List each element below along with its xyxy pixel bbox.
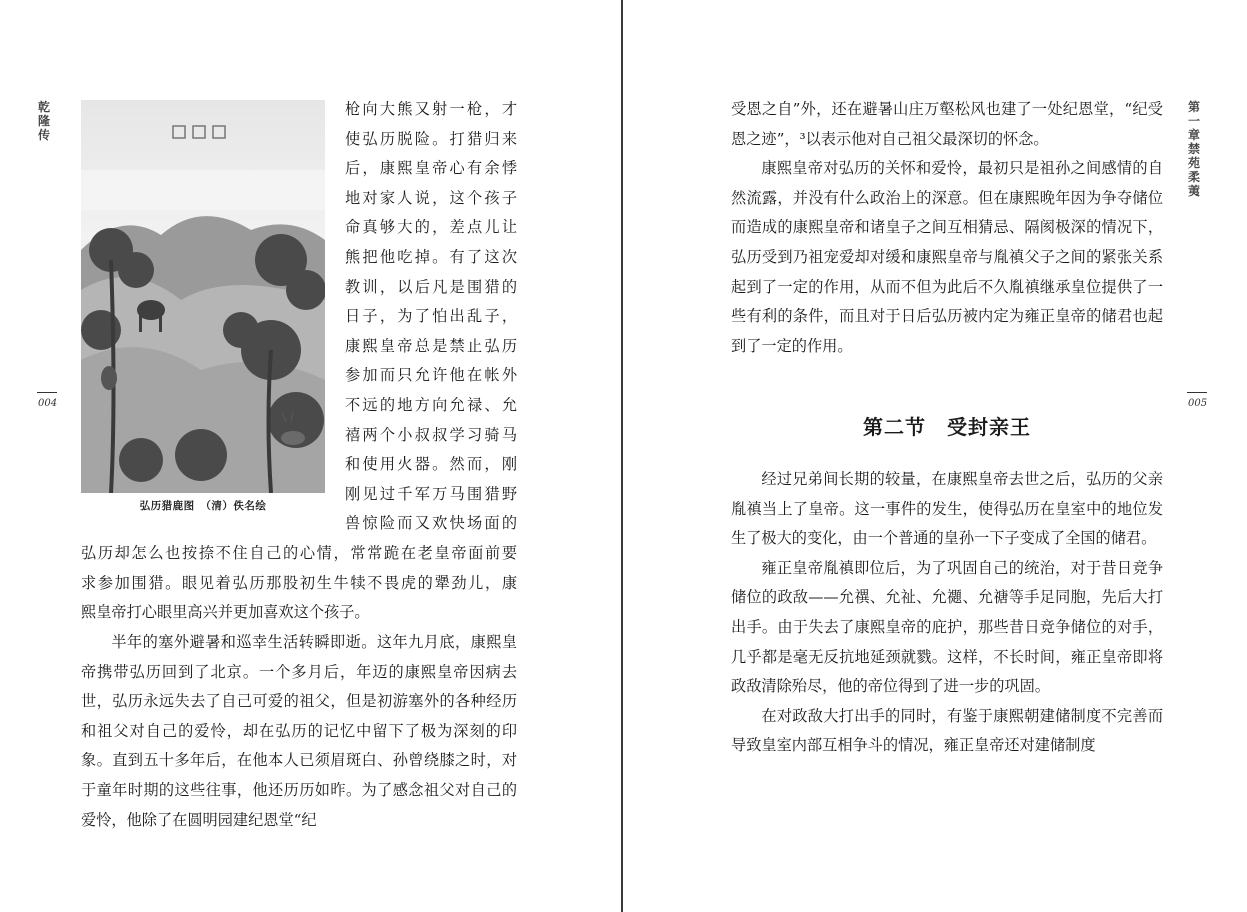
text-line: 教训，以后凡是围猎的	[345, 277, 517, 296]
side-text-column	[345, 95, 517, 539]
paragraph-text: 在对政敌大打出手的同时，有鉴于康熙朝建储制度不完善而导致皇室内部互相争斗的情况，雍正皇帝还对建储制度	[731, 706, 1163, 755]
hunting-scene-painting-image	[81, 100, 325, 493]
paragraph	[731, 95, 1163, 361]
folio-rule	[37, 392, 57, 393]
text-line: 弘历却怎么也按捺不住自己的心情，常常跪在老皇帝面前要	[81, 544, 517, 562]
paragraph-text: 康熙皇帝对弘历的关怀和爱怜，最初只是祖孙之间感情的自然流露，并没有什么政治上的深意。但在康熙晚年因为争夺储位而造成的康熙皇帝和诸皇子之间互相猜忌、隔阂极深的情况下，弘历受到乃祖宠爱却对缓和康熙皇帝与胤禛父子之间的紧张关系起到了一定的作用，从而不但为此后不久胤禛继承皇位提供了一些有利的条件，而且对于日后弘历被内定为雍正皇帝的储君也起到了一定的作用。	[731, 159, 1163, 355]
text-line: 使弘历脱险。打猎归来	[345, 129, 517, 148]
text-line: 不远的地方向允禄、允	[345, 395, 517, 414]
paragraph-text: 半年的塞外避暑和巡幸生活转瞬即逝。这年九月底，康熙皇帝携带弘历回到了北京。一个多月后，年迈的康熙皇帝因病去世，弘历永远失去了自己可爱的祖父，但是初游塞外的各种经历和祖父对自己的爱怜，却在弘历的记忆中留下了极为深刻的印象。直到五十多年后，在他本人已须眉斑白、孙曾绕膝之时，对于童年时期的这些往事，他还历历如昨。为了感念祖父对自己的爱怜，他除了在圆明园建纪恩堂“纪	[81, 633, 517, 829]
text-line: 兽惊险而又欢快场面的	[345, 514, 517, 533]
folio-rule	[1187, 392, 1207, 393]
paragraph-text: 经过兄弟间长期的较量，在康熙皇帝去世之后，弘历的父亲胤禛当上了皇帝。这一事件的发生，使得弘历在皇室中的地位发生了极大的变化，由一个普通的皇孙一下子变成了全国的储君。	[731, 470, 1163, 548]
page-number: 005	[1188, 398, 1208, 409]
text-line: 求参加围猎。眼见着弘历那股初生牛犊不畏虎的犟劲儿，康	[81, 573, 517, 592]
text-line: 禧两个小叔叔学习骑马	[345, 425, 517, 444]
text-line: 命真够大的，差点儿让	[345, 218, 517, 237]
text-line: 康熙皇帝总是禁止弘历	[345, 336, 517, 355]
text-line: 日子，为了怕出乱子，	[345, 307, 517, 326]
text-line: 刚见过千军万马围猎野	[345, 484, 517, 503]
text-line: 和使用火器。然而，刚	[345, 455, 517, 474]
paragraph-text: 雍正皇帝胤禛即位后，为了巩固自己的统治，对于昔日竞争储位的政敌——允禩、允祉、允禵、允禟等手足同胞，先后大打出手。由于失去了康熙皇帝的庇护，那些昔日竞争储位的对手，几乎都是毫无反抗地延颈就戮。这样，不长时间，雍正皇帝即将政敌清除殆尽，他的帝位得到了进一步的巩固。	[731, 558, 1163, 696]
text-line: 地对家人说，这个孩子	[345, 188, 517, 207]
book-spine	[621, 0, 623, 912]
paragraph	[81, 628, 517, 835]
text-line: 熊把他吃掉。有了这次	[345, 247, 517, 266]
text-line: 熙皇帝打心眼里高兴并更加喜欢这个孩子。	[81, 603, 370, 622]
text-line: 参加而只允许他在帐外	[345, 366, 517, 385]
figure-caption: 弘历猎鹿图 （清）佚名绘	[139, 500, 267, 512]
section-heading: 第二节 受封亲王	[863, 415, 1031, 439]
running-head-book-title: 乾隆传	[37, 100, 50, 142]
text-line: 枪向大熊又射一枪，才	[345, 100, 517, 118]
left-page	[0, 0, 622, 912]
page-number: 004	[38, 398, 58, 409]
paragraph-text: 受恩之自”外，还在避暑山庄万壑松风也建了一处纪恩堂，“纪受恩之迹”，³以表示他对自己祖父最深切的怀念。	[731, 100, 1163, 148]
running-head-chapter: 第一章 禁苑柔荑	[1187, 100, 1213, 198]
painting-figure	[81, 100, 325, 493]
full-width-text	[81, 539, 517, 628]
text-line: 后，康熙皇帝心有余悸	[345, 159, 517, 178]
paragraph	[731, 465, 1163, 761]
